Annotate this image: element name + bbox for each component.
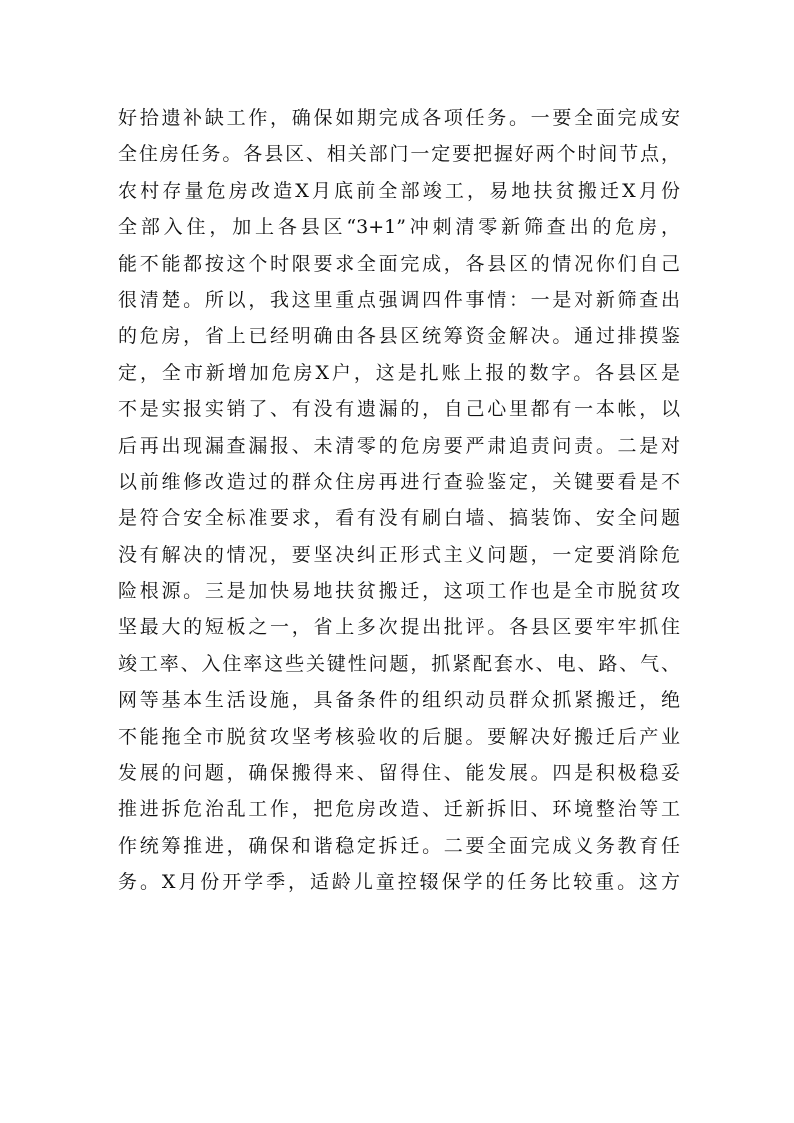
text-line: 好拾遗补缺工作，确保如期完成各项任务。一要全面完成安 [118, 107, 680, 129]
text-line: 很清楚。所以，我这里重点强调四件事情：一是对新筛查出 [118, 288, 680, 311]
text-line: 发展的问题，确保搬得来、留得住、能发展。四是积极稳妥 [118, 762, 680, 785]
text-line: 后再出现漏查漏报、未清零的危房要严肃追责问责。二是对 [118, 434, 680, 457]
text-line: 是符合安全标准要求，看有没有刷白墙、搞装饰、安全问题 [118, 507, 680, 530]
text-line: 全住房任务。各县区、相关部门一定要把握好两个时间节点， [118, 143, 680, 166]
text-line: 不是实报实销了、有没有遗漏的，自己心里都有一本帐，以 [118, 398, 680, 421]
text-line: 坚最大的短板之一，省上多次提出批评。各县区要牢牢抓住 [118, 616, 680, 639]
text-line: 没有解决的情况，要坚决纠正形式主义问题，一定要消除危 [118, 543, 680, 566]
text-line: 作统筹推进，确保和谐稳定拆迁。二要全面完成义务教育任 [118, 834, 680, 857]
text-line: 的危房，省上已经明确由各县区统筹资金解决。通过排摸鉴 [118, 325, 680, 348]
text-line: 定，全市新增加危房X户，这是扎账上报的数字。各县区是 [118, 361, 680, 384]
text-line: 网等基本生活设施，具备条件的组织动员群众抓紧搬迁，绝 [118, 689, 680, 712]
body-text [118, 100, 680, 901]
text-line: 农村存量危房改造X月底前全部竣工，易地扶贫搬迁X月份 [118, 179, 680, 202]
text-line: 能不能都按这个时限要求全面完成，各县区的情况你们自己 [118, 252, 680, 275]
text-line: 竣工率、入住率这些关键性问题，抓紧配套水、电、路、气、 [118, 652, 680, 675]
text-line: 推进拆危治乱工作，把危房改造、迁新拆旧、环境整治等工 [118, 798, 680, 821]
text-line: 全部入住，加上各县区“3+1”冲刺清零新筛查出的危房， [118, 216, 680, 239]
text-line: 务。X月份开学季，适龄儿童控辍保学的任务比较重。这方 [118, 871, 680, 894]
text-line: 险根源。三是加快易地扶贫搬迁，这项工作也是全市脱贫攻 [118, 580, 680, 603]
text-line: 以前维修改造过的群众住房再进行查验鉴定，关键要看是不 [118, 470, 680, 493]
text-line: 不能拖全市脱贫攻坚考核验收的后腿。要解决好搬迁后产业 [118, 725, 680, 748]
